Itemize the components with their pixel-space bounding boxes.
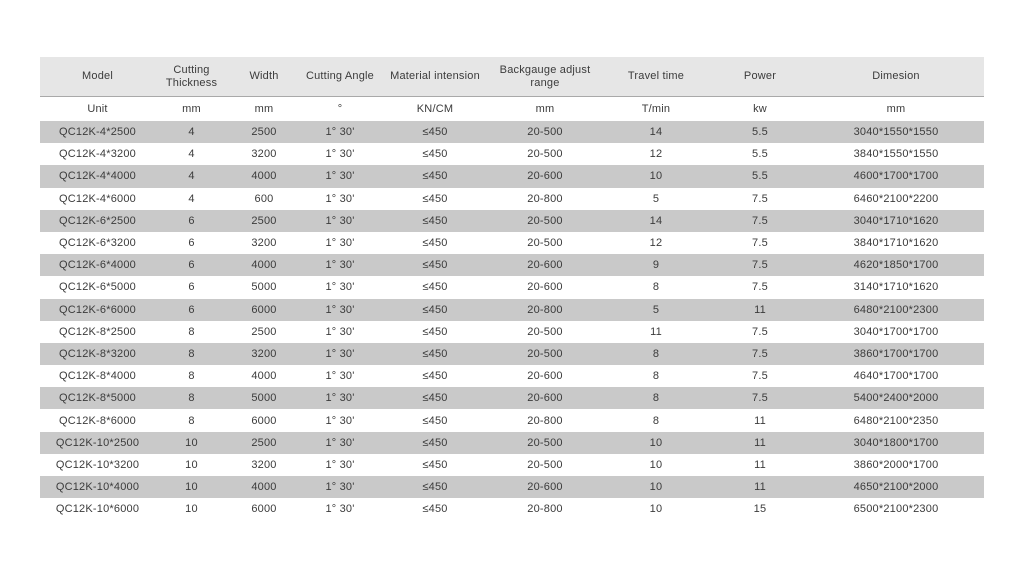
cell-backgauge_adjust_range: 20-500 xyxy=(527,214,563,227)
header-material-intension: Material intension xyxy=(390,70,480,82)
cell-cutting_angle: 1° 30' xyxy=(325,192,355,205)
cell-width: 6000 xyxy=(251,503,277,516)
cell-width: 2500 xyxy=(251,436,277,449)
cell-backgauge_adjust_range: 20-500 xyxy=(527,325,563,338)
cell-model: QC12K-10*6000 xyxy=(55,503,140,516)
cell-cutting_thickness: 10 xyxy=(185,481,198,494)
cell-travel_time: 12 xyxy=(649,148,663,161)
cell-cutting_angle: 1° 30' xyxy=(325,370,355,383)
header-backgauge-adjust-range: Backgauge adjust range xyxy=(499,63,591,89)
cell-dimesion: 6500*2100*2300 xyxy=(853,503,939,516)
cell-backgauge_adjust_range: 20-500 xyxy=(527,237,563,250)
cell-backgauge_adjust_range: 20-500 xyxy=(527,148,563,161)
cell-travel_time: 8 xyxy=(652,347,660,360)
cell-cutting_thickness: 10 xyxy=(185,503,198,516)
unit-dimesion: mm xyxy=(886,103,906,115)
cell-material_intension: ≤450 xyxy=(422,126,448,139)
cell-width: 2500 xyxy=(251,126,277,139)
cell-backgauge_adjust_range: 20-600 xyxy=(527,481,563,494)
cell-model: QC12K-10*4000 xyxy=(55,481,140,494)
header-width: Width xyxy=(249,70,279,82)
cell-power: 7.5 xyxy=(752,259,768,272)
table-row xyxy=(40,276,984,298)
unit-cutting-angle: ° xyxy=(337,103,343,115)
cell-backgauge_adjust_range: 20-600 xyxy=(527,281,563,294)
cell-travel_time: 10 xyxy=(649,481,663,494)
cell-model: QC12K-6*3200 xyxy=(58,237,136,250)
cell-width: 5000 xyxy=(251,281,277,294)
table-row xyxy=(40,210,984,232)
spec-table xyxy=(40,57,984,520)
cell-dimesion: 6460*2100*2200 xyxy=(853,192,939,205)
cell-material_intension: ≤450 xyxy=(422,170,448,183)
table-row xyxy=(40,321,984,343)
cell-backgauge_adjust_range: 20-500 xyxy=(527,347,563,360)
cell-dimesion: 3040*1800*1700 xyxy=(853,436,939,449)
cell-power: 7.5 xyxy=(752,237,768,250)
cell-material_intension: ≤450 xyxy=(422,392,448,405)
unit-material-intension: KN/CM xyxy=(416,103,454,115)
cell-cutting_angle: 1° 30' xyxy=(325,392,355,405)
table-row xyxy=(40,432,984,454)
cell-model: QC12K-8*2500 xyxy=(58,325,136,338)
cell-model: QC12K-4*2500 xyxy=(58,126,136,139)
cell-cutting_thickness: 6 xyxy=(188,259,195,272)
cell-model: QC12K-8*6000 xyxy=(58,414,136,427)
cell-model: QC12K-6*2500 xyxy=(58,214,136,227)
cell-cutting_thickness: 6 xyxy=(188,237,195,250)
unit-cutting-thickness: mm xyxy=(182,103,201,115)
cell-backgauge_adjust_range: 20-800 xyxy=(527,303,563,316)
cell-cutting_angle: 1° 30' xyxy=(325,481,355,494)
cell-travel_time: 14 xyxy=(649,126,663,139)
cell-material_intension: ≤450 xyxy=(422,237,448,250)
cell-width: 6000 xyxy=(251,303,277,316)
cell-width: 6000 xyxy=(251,414,277,427)
cell-power: 7.5 xyxy=(752,392,768,405)
cell-model: QC12K-6*6000 xyxy=(58,303,136,316)
unit-travel-time: T/min xyxy=(641,103,671,115)
table-row xyxy=(40,343,984,365)
cell-width: 3200 xyxy=(251,458,277,471)
cell-width: 3200 xyxy=(251,148,277,161)
table-row xyxy=(40,232,984,254)
header-cutting-thickness: Cutting Thickness xyxy=(165,63,218,89)
cell-travel_time: 10 xyxy=(649,170,663,183)
cell-power: 7.5 xyxy=(752,281,768,294)
cell-material_intension: ≤450 xyxy=(422,347,448,360)
cell-width: 2500 xyxy=(251,325,277,338)
cell-travel_time: 10 xyxy=(649,503,663,516)
cell-model: QC12K-4*6000 xyxy=(58,192,136,205)
table-row xyxy=(40,454,984,476)
cell-width: 2500 xyxy=(251,214,277,227)
cell-dimesion: 5400*2400*2000 xyxy=(853,392,939,405)
cell-dimesion: 4650*2100*2000 xyxy=(853,481,939,494)
table-row xyxy=(40,299,984,321)
unit-power: kw xyxy=(753,103,767,115)
table-row xyxy=(40,165,984,187)
cell-cutting_thickness: 6 xyxy=(188,281,195,294)
unit-model: Unit xyxy=(87,103,108,115)
cell-model: QC12K-4*4000 xyxy=(58,170,136,183)
unit-backgauge-adjust-range: mm xyxy=(535,103,555,115)
cell-travel_time: 11 xyxy=(650,325,662,338)
cell-model: QC12K-8*5000 xyxy=(58,392,136,405)
cell-dimesion: 3840*1550*1550 xyxy=(853,148,939,161)
cell-backgauge_adjust_range: 20-800 xyxy=(527,414,563,427)
cell-model: QC12K-10*3200 xyxy=(55,458,140,471)
cell-dimesion: 4620*1850*1700 xyxy=(853,259,939,272)
cell-cutting_angle: 1° 30' xyxy=(325,303,355,316)
cell-dimesion: 3040*1550*1550 xyxy=(853,126,939,139)
cell-backgauge_adjust_range: 20-600 xyxy=(527,392,563,405)
cell-dimesion: 3860*2000*1700 xyxy=(853,458,939,471)
cell-dimesion: 3040*1710*1620 xyxy=(853,214,939,227)
table-row xyxy=(40,476,984,498)
table-header-row xyxy=(40,57,984,97)
unit-width: mm xyxy=(254,103,274,115)
cell-cutting_thickness: 10 xyxy=(185,458,198,471)
cell-cutting_angle: 1° 30' xyxy=(325,436,355,449)
cell-travel_time: 5 xyxy=(652,303,660,316)
cell-material_intension: ≤450 xyxy=(422,436,448,449)
cell-material_intension: ≤450 xyxy=(422,414,448,427)
cell-backgauge_adjust_range: 20-600 xyxy=(527,170,563,183)
cell-cutting_thickness: 4 xyxy=(188,126,195,139)
cell-dimesion: 3840*1710*1620 xyxy=(853,237,939,250)
cell-cutting_angle: 1° 30' xyxy=(325,458,355,471)
cell-model: QC12K-10*2500 xyxy=(55,436,140,449)
cell-backgauge_adjust_range: 20-600 xyxy=(527,259,563,272)
cell-width: 3200 xyxy=(251,237,277,250)
cell-cutting_angle: 1° 30' xyxy=(325,414,355,427)
table-row xyxy=(40,143,984,165)
cell-model: QC12K-6*5000 xyxy=(58,281,136,294)
cell-dimesion: 3140*1710*1620 xyxy=(853,281,939,294)
cell-cutting_thickness: 8 xyxy=(188,414,195,427)
cell-cutting_angle: 1° 30' xyxy=(325,503,355,516)
cell-dimesion: 6480*2100*2350 xyxy=(853,414,939,427)
cell-travel_time: 5 xyxy=(652,192,660,205)
cell-travel_time: 8 xyxy=(652,370,660,383)
header-power: Power xyxy=(743,70,777,82)
header-dimesion: Dimesion xyxy=(872,70,920,82)
cell-cutting_angle: 1° 30' xyxy=(325,214,355,227)
cell-model: QC12K-4*3200 xyxy=(58,148,136,161)
cell-width: 5000 xyxy=(251,392,277,405)
cell-dimesion: 3040*1700*1700 xyxy=(853,325,939,338)
cell-backgauge_adjust_range: 20-500 xyxy=(527,458,563,471)
cell-travel_time: 9 xyxy=(652,259,660,272)
cell-model: QC12K-6*4000 xyxy=(58,259,136,272)
cell-cutting_thickness: 4 xyxy=(188,170,195,183)
cell-material_intension: ≤450 xyxy=(422,259,448,272)
cell-cutting_thickness: 6 xyxy=(188,303,195,316)
cell-material_intension: ≤450 xyxy=(422,192,448,205)
cell-power: 7.5 xyxy=(752,325,768,338)
cell-travel_time: 8 xyxy=(652,414,660,427)
cell-dimesion: 4640*1700*1700 xyxy=(853,370,939,383)
cell-travel_time: 14 xyxy=(649,214,663,227)
cell-width: 4000 xyxy=(251,481,277,494)
cell-cutting_thickness: 4 xyxy=(188,148,195,161)
header-cutting-angle: Cutting Angle xyxy=(305,70,375,82)
cell-backgauge_adjust_range: 20-800 xyxy=(527,503,563,516)
cell-cutting_angle: 1° 30' xyxy=(325,325,355,338)
cell-cutting_angle: 1° 30' xyxy=(325,347,355,360)
cell-material_intension: ≤450 xyxy=(422,214,448,227)
cell-material_intension: ≤450 xyxy=(422,370,448,383)
cell-material_intension: ≤450 xyxy=(422,503,448,516)
cell-power: 15 xyxy=(753,503,767,516)
header-travel-time: Travel time xyxy=(627,70,685,82)
cell-material_intension: ≤450 xyxy=(422,458,448,471)
cell-cutting_angle: 1° 30' xyxy=(325,126,355,139)
cell-width: 4000 xyxy=(251,170,277,183)
cell-power: 11 xyxy=(754,481,766,494)
cell-cutting_angle: 1° 30' xyxy=(325,148,355,161)
cell-backgauge_adjust_range: 20-600 xyxy=(527,370,563,383)
cell-power: 11 xyxy=(754,303,766,316)
table-row xyxy=(40,498,984,520)
cell-material_intension: ≤450 xyxy=(422,325,448,338)
cell-power: 7.5 xyxy=(752,214,768,227)
cell-power: 5.5 xyxy=(752,170,768,183)
cell-cutting_thickness: 8 xyxy=(188,325,195,338)
cell-cutting_angle: 1° 30' xyxy=(325,281,355,294)
cell-power: 11 xyxy=(754,414,766,427)
cell-material_intension: ≤450 xyxy=(422,148,448,161)
cell-cutting_thickness: 6 xyxy=(188,214,195,227)
cell-width: 4000 xyxy=(251,370,277,383)
cell-cutting_thickness: 8 xyxy=(188,392,195,405)
table-row xyxy=(40,387,984,409)
table-row xyxy=(40,121,984,143)
cell-power: 5.5 xyxy=(752,126,768,139)
cell-cutting_angle: 1° 30' xyxy=(325,259,355,272)
cell-power: 11 xyxy=(754,458,766,471)
cell-dimesion: 4600*1700*1700 xyxy=(853,170,939,183)
table-row xyxy=(40,254,984,276)
cell-cutting_thickness: 10 xyxy=(185,436,198,449)
cell-cutting_angle: 1° 30' xyxy=(325,237,355,250)
cell-width: 600 xyxy=(254,192,274,205)
cell-backgauge_adjust_range: 20-500 xyxy=(527,436,563,449)
header-model: Model xyxy=(82,70,113,82)
cell-model: QC12K-8*3200 xyxy=(58,347,136,360)
cell-travel_time: 10 xyxy=(649,436,663,449)
cell-backgauge_adjust_range: 20-500 xyxy=(527,126,563,139)
cell-travel_time: 8 xyxy=(652,392,660,405)
cell-travel_time: 8 xyxy=(652,281,660,294)
cell-cutting_angle: 1° 30' xyxy=(325,170,355,183)
unit-row xyxy=(40,97,984,121)
cell-travel_time: 12 xyxy=(649,237,663,250)
cell-cutting_thickness: 8 xyxy=(188,370,195,383)
table-row xyxy=(40,188,984,210)
cell-power: 5.5 xyxy=(752,148,768,161)
cell-model: QC12K-8*4000 xyxy=(58,370,136,383)
cell-backgauge_adjust_range: 20-800 xyxy=(527,192,563,205)
cell-power: 11 xyxy=(754,436,766,449)
cell-cutting_thickness: 8 xyxy=(188,347,195,360)
cell-width: 3200 xyxy=(251,347,277,360)
cell-power: 7.5 xyxy=(752,192,768,205)
cell-dimesion: 3860*1700*1700 xyxy=(853,347,939,360)
cell-travel_time: 10 xyxy=(649,458,663,471)
table-row xyxy=(40,409,984,431)
cell-material_intension: ≤450 xyxy=(422,281,448,294)
cell-cutting_thickness: 4 xyxy=(188,192,195,205)
cell-material_intension: ≤450 xyxy=(422,481,448,494)
cell-power: 7.5 xyxy=(752,347,768,360)
cell-material_intension: ≤450 xyxy=(422,303,448,316)
table-body xyxy=(40,121,984,520)
cell-dimesion: 6480*2100*2300 xyxy=(853,303,939,316)
cell-width: 4000 xyxy=(251,259,277,272)
table-row xyxy=(40,365,984,387)
cell-power: 7.5 xyxy=(752,370,768,383)
